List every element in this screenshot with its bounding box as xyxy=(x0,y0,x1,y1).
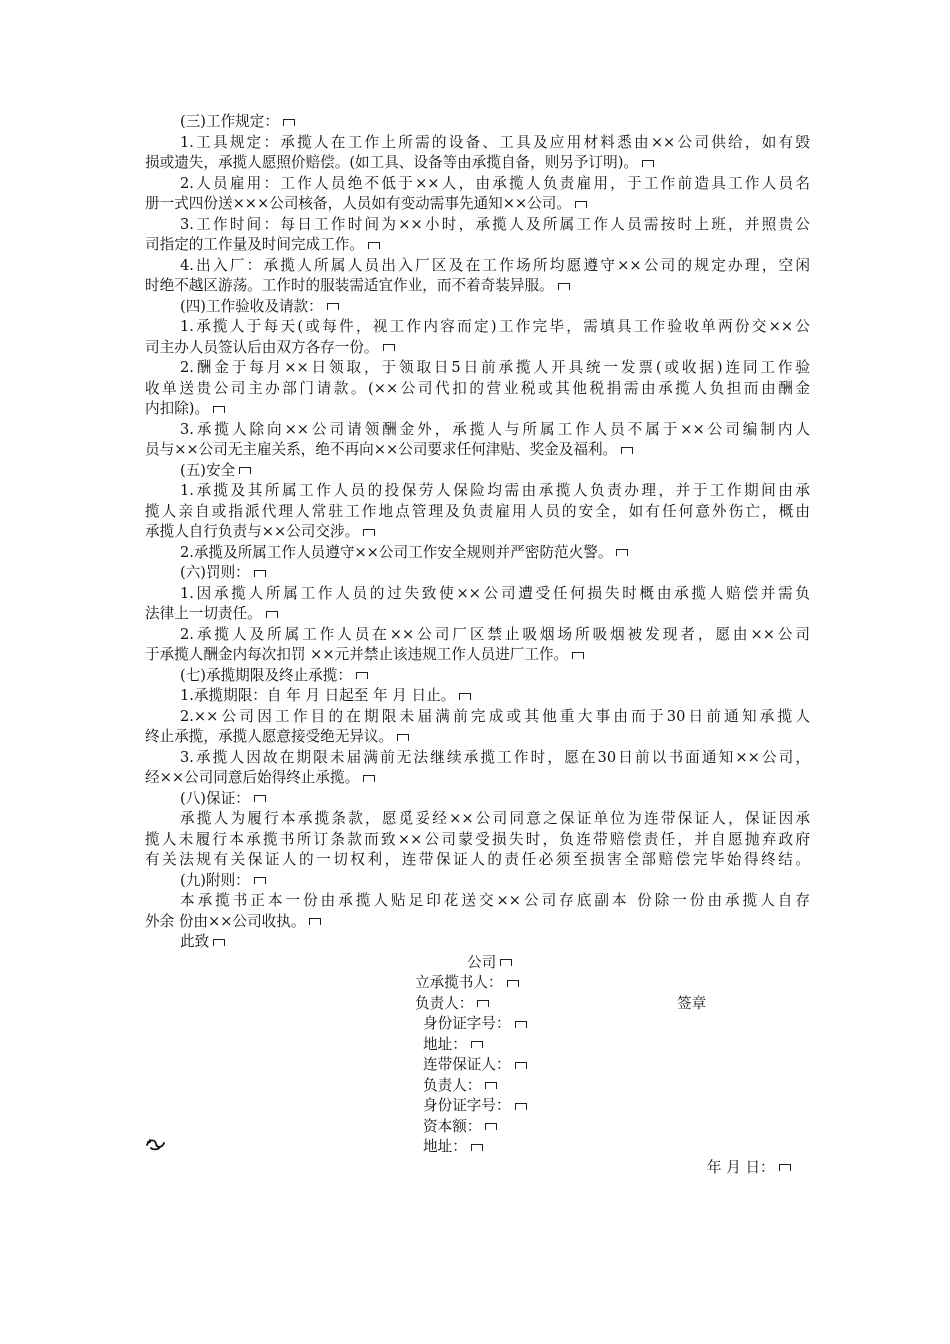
line-text: 法律上一切责任。 xyxy=(145,605,262,622)
paragraph-mark-icon xyxy=(356,672,368,679)
line-text: (三)工作规定： xyxy=(180,113,279,130)
text-line xyxy=(145,276,570,297)
text-line xyxy=(180,461,251,482)
text-line xyxy=(145,830,810,851)
text-line xyxy=(180,215,810,236)
text-line xyxy=(180,297,339,318)
line-text: 揽人未履行本承揽书所订条款而致××公司蒙受损失时，负连带赔偿责任，并自愿抛弃政府 xyxy=(145,830,810,848)
paragraph-mark-icon xyxy=(515,1062,527,1069)
line-text: 有关法规有关保证人的一切权利，连带保证人的责任必须至损害全部赔偿完毕始得终结。 xyxy=(145,851,810,868)
line-text: 地址： xyxy=(423,1035,467,1053)
paragraph-mark-icon xyxy=(266,611,278,618)
line-text: 此致 xyxy=(180,933,210,950)
line-text: 经××公司同意后始得终止承揽。 xyxy=(145,769,360,786)
line-text: 负责人： xyxy=(415,994,474,1012)
paragraph-mark-icon xyxy=(363,529,375,536)
text-line xyxy=(145,502,810,523)
text-line xyxy=(180,686,471,707)
text-line xyxy=(415,973,519,994)
line-text: 资本额： xyxy=(423,1117,482,1135)
line-text: 连带保证人： xyxy=(423,1056,511,1073)
paragraph-mark-icon xyxy=(254,570,266,577)
text-line xyxy=(180,871,266,892)
line-text: 1.承揽人于每天(或每件，视工作内容而定)工作完毕，需填具工作验收单两份交××公 xyxy=(180,318,810,335)
text-line xyxy=(180,666,368,687)
text-line xyxy=(180,174,810,195)
paragraph-mark-icon xyxy=(327,303,339,310)
line-text: 本承揽书正本一份由承揽人贴足印花送交××公司存底副本 份除一份由承揽人自存 xyxy=(180,892,810,909)
line-text: 终止承揽，承揽人愿意接受绝无异议。 xyxy=(145,728,394,745)
line-text: 收单送贵公司主办部门请款。(××公司代扣的营业税或其他税捐需由承揽人负担而由酬金 xyxy=(145,379,810,397)
text-line xyxy=(145,399,225,420)
text-line xyxy=(180,563,266,584)
text-line xyxy=(423,1076,497,1097)
text-line xyxy=(145,912,321,933)
text-line xyxy=(415,994,489,1015)
seal-text: 签章 xyxy=(677,994,707,1012)
paragraph-mark-icon xyxy=(239,467,251,474)
text-line xyxy=(180,748,810,769)
line-text: 时绝不越区游荡。工作时的服装需适宜作业，而不着奇装异服。 xyxy=(145,277,554,294)
line-text: 册一式四份送×××公司核备，人员如有变动需事先通知××公司。 xyxy=(145,195,571,212)
text-line xyxy=(423,1055,527,1076)
text-line xyxy=(180,932,225,953)
line-text: (六)罚则： xyxy=(180,564,250,581)
text-line xyxy=(145,522,375,543)
paragraph-mark-icon xyxy=(507,980,519,987)
text-line xyxy=(180,133,810,154)
text-line xyxy=(467,953,512,974)
line-text: 承揽人为履行本承揽条款，愿觅妥经××公司同意之保证单位为连带保证人，保证因承 xyxy=(180,810,810,827)
line-text: (七)承揽期限及终止承揽： xyxy=(180,666,352,684)
text-line xyxy=(180,256,810,277)
line-text: 地址： xyxy=(423,1138,467,1155)
paragraph-mark-icon xyxy=(254,877,266,884)
text-line xyxy=(180,789,266,810)
line-text: 1.工具规定：承揽人在工作上所需的设备、工具及应用材料悉由××公司供给，如有毁 xyxy=(180,133,810,151)
text-line xyxy=(145,153,654,174)
text-line xyxy=(180,707,810,728)
text-line xyxy=(145,727,409,748)
text-line xyxy=(145,379,810,400)
paragraph-mark-icon xyxy=(471,1144,483,1151)
line-text: 承揽人自行负责与××公司交涉。 xyxy=(145,523,360,540)
paragraph-mark-icon xyxy=(515,1021,527,1028)
line-text: 公司 xyxy=(467,953,497,971)
paragraph-mark-icon xyxy=(572,652,584,659)
paragraph-mark-icon xyxy=(368,242,380,249)
line-text: (九)附则： xyxy=(180,871,250,889)
signature-seal-label xyxy=(677,994,706,1015)
paragraph-mark-icon xyxy=(213,939,225,946)
text-line xyxy=(423,1137,483,1158)
line-text: 揽人亲自或指派代理人常驻工作地点管理及负责雇用人员的安全，如有任何意外伤亡，概由 xyxy=(145,502,810,520)
paragraph-mark-icon xyxy=(515,1103,527,1110)
line-text: 外余 份由××公司收执。 xyxy=(145,912,306,930)
paragraph-mark-icon xyxy=(283,119,295,126)
text-line xyxy=(180,481,810,502)
paragraph-mark-icon xyxy=(779,1164,791,1171)
text-line xyxy=(423,1014,527,1035)
line-text: 1.承揽及其所属工作人员的投保劳人保险均需由承揽人负责办理，并于工作期间由承 xyxy=(180,482,810,499)
text-line xyxy=(145,338,395,359)
text-line xyxy=(145,768,375,789)
text-line xyxy=(145,604,278,625)
paragraph-mark-icon xyxy=(621,447,633,454)
line-text: 年 月 日： xyxy=(707,1158,775,1176)
decorative-flourish-icon xyxy=(145,1136,167,1152)
line-text: 内扣除)。 xyxy=(145,400,210,417)
text-line xyxy=(180,358,810,379)
line-text: 于承揽人酬金内每次扣罚 ××元并禁止该违规工作人员进厂工作。 xyxy=(145,646,569,663)
paragraph-mark-icon xyxy=(477,1000,489,1007)
paragraph-mark-icon xyxy=(485,1123,497,1130)
text-line xyxy=(707,1158,791,1179)
line-text: 2.承揽及所属工作人员遵守××公司工作安全规则并严密防范火警。 xyxy=(180,543,613,561)
paragraph-mark-icon xyxy=(213,406,225,413)
paragraph-mark-icon xyxy=(363,775,375,782)
line-text: 1.承揽期限：自 年 月 日起至 年 月 日止。 xyxy=(180,687,456,704)
line-text: 2.××公司因工作目的在期限未届满前完成或其他重大事由而于30日前通知承揽人 xyxy=(180,707,810,725)
paragraph-mark-icon xyxy=(558,283,570,290)
line-text: (八)保证： xyxy=(180,789,250,807)
line-text: (四)工作验收及请款： xyxy=(180,297,323,315)
text-line xyxy=(180,584,810,605)
line-text: 司主办人员签认后由双方各存一份。 xyxy=(145,338,379,356)
line-text: 2.承揽人及所属工作人员在××公司厂区禁止吸烟场所吸烟被发现者，愿由××公司 xyxy=(180,625,810,643)
text-line xyxy=(180,809,810,830)
text-line xyxy=(423,1117,497,1138)
paragraph-mark-icon xyxy=(642,160,654,167)
paragraph-mark-icon xyxy=(309,918,321,925)
line-text: 1.因承揽人所属工作人员的过失致使××公司遭受任何损失时概由承揽人赔偿并需负 xyxy=(180,584,810,602)
line-text: 3.承揽人除向××公司请领酬金外，承揽人与所属工作人员不属于××公司编制内人 xyxy=(180,420,810,438)
text-line xyxy=(180,543,628,564)
text-line xyxy=(423,1035,483,1056)
text-line xyxy=(145,194,587,215)
text-line xyxy=(145,850,810,871)
line-text: 身份证字号： xyxy=(423,1097,511,1114)
text-line xyxy=(145,235,380,256)
line-text: 身份证字号： xyxy=(423,1015,511,1032)
text-line xyxy=(145,645,584,666)
text-line xyxy=(180,112,295,133)
line-text: 2.酬金于每月××日领取，于领取日5日前承揽人开具统一发票(或收据)连同工作验 xyxy=(180,359,810,376)
paragraph-mark-icon xyxy=(616,549,628,556)
paragraph-mark-icon xyxy=(254,795,266,802)
text-line xyxy=(180,625,810,646)
line-text: 3.工作时间：每日工作时间为××小时，承揽人及所属工作人员需按时上班，并照贵公 xyxy=(180,215,810,233)
text-line xyxy=(180,891,810,912)
line-text: (五)安全 xyxy=(180,461,236,479)
paragraph-mark-icon xyxy=(575,201,587,208)
paragraph-mark-icon xyxy=(383,344,395,351)
line-text: 损或遗失，承揽人愿照价赔偿。(如工具、设备等由承揽自备，则另予订明)。 xyxy=(145,154,638,171)
paragraph-mark-icon xyxy=(397,734,409,741)
line-text: 司指定的工作量及时间完成工作。 xyxy=(145,236,364,253)
text-line xyxy=(145,440,633,461)
paragraph-mark-icon xyxy=(485,1082,497,1089)
line-text: 3.承揽人因故在期限未届满前无法继续承揽工作时，愿在30日前以书面通知××公司， xyxy=(180,748,810,766)
line-text: 负责人： xyxy=(423,1076,482,1094)
text-line xyxy=(423,1096,527,1117)
text-line xyxy=(180,420,810,441)
line-text: 4.出入厂：承揽人所属人员出入厂区及在工作场所均愿遵守××公司的规定办理，空闲 xyxy=(180,256,810,274)
line-text: 立承揽书人： xyxy=(415,974,503,991)
paragraph-mark-icon xyxy=(471,1041,483,1048)
line-text: 员与××公司无主雇关系，绝不再向××公司要求任何津贴、奖金及福利。 xyxy=(145,441,618,458)
paragraph-mark-icon xyxy=(500,959,512,966)
text-line xyxy=(180,317,810,338)
paragraph-mark-icon xyxy=(459,693,471,700)
line-text: 2.人员雇用：工作人员绝不低于××人，由承揽人负责雇用，于工作前造具工作人员名 xyxy=(180,174,810,192)
